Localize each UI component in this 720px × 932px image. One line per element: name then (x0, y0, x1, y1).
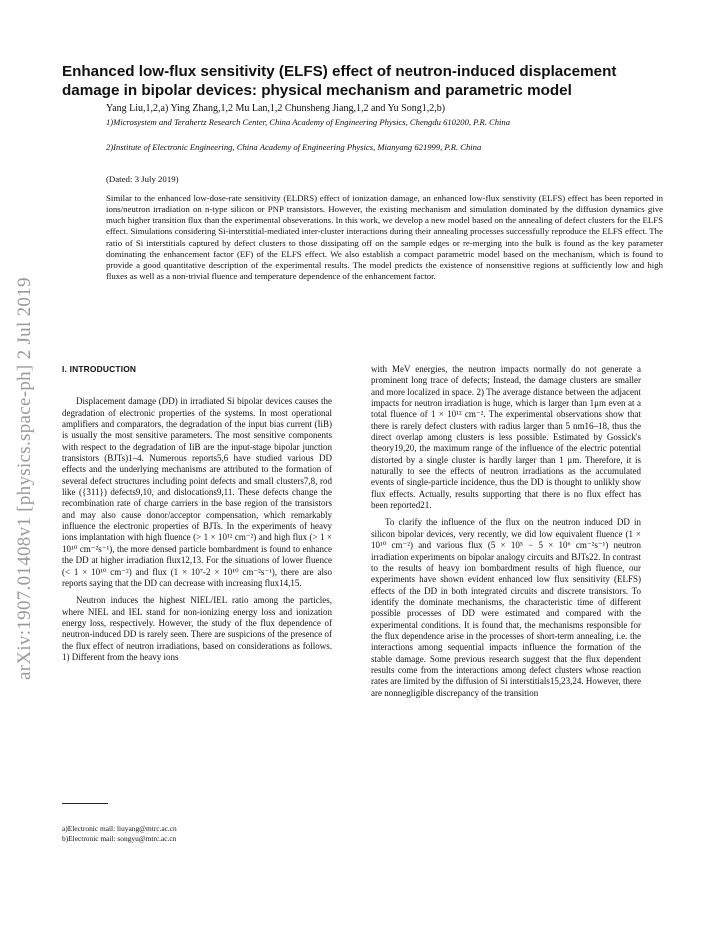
paragraph: with MeV energies, the neutron impacts normally do not generate a prominent long trace of defects; Instead, the damage clusters are smaller and more localized in space. 2) The average distance between the adjacent impacts for neutron irradiation is huge, which is larger than 1μm even at a total fluence of 1 × 10¹² cm⁻². The experimental observations show that there is rarely defect clusters with radius larger than 5 nm16–18, thus the direct overlap among clusters is less possible. Estimated by Gossick's theory19,20, the maximum range of the influence of the electric potential distorted by a single cluster is hardly larger than 1 μm. Therefore, it is naturally to see the effects of neutron irradiations as the accumulated events of single-particle incidence, thus the DD is thought to unlikly show flux effects. Actually, results supporting that there is no flux effect has been reported21. (371, 364, 641, 511)
left-column (62, 364, 332, 663)
footnotes (62, 824, 177, 844)
affiliation-2: 2)Institute of Electronic Engineering, China Academy of Engineering Physics, Mianyang 621999, P.R. China (106, 142, 482, 152)
paragraph: To clarify the influence of the flux on the neutron induced DD in silicon bipolar devices, very recently, we did low equivalent fluence (1 × 10¹⁰ cm⁻²) and various flux (5 × 10⁵ − 5 × 10⁶ cm⁻²s⁻¹) neutron irradiation experiments on bipolar analogy circuits and BJTs22. In contrast to the results of heavy ion bombardment results of high fluence, our experiments have shown evident enhanced low flux sensitivity (ELFS) effects of the DD in both integrated circuits and discrete transistors. To identify the dominate mechanisms, the characteristic time of different possible processes of DD were estimated and compared with the experimental conditions. It is found that, the mechanisms responsible for the flux dependence arise in the processes of short-term annealing, i.e. the interactions among sequential impacts influence the formation of the stable damage. Some previous research suggest that the flux dependent results come from the interactions among defect clusters whose reaction rates are limited by the diffusion of Si interstitials15,23,24. However, there are nonnegligible discrepancy of the transition (371, 517, 641, 698)
affiliation-1: 1)Microsystem and Terahertz Research Center, China Academy of Engineering Physics, Chengdu 610200, P.R. China (106, 117, 511, 127)
paper-title: Enhanced low-flux sensitivity (ELFS) effect of neutron-induced displacement damage in bipolar devices: physical mechanism and parametric model (62, 63, 617, 99)
right-column (371, 364, 641, 699)
paragraph: Neutron induces the highest NIEL/IEL ratio among the particles, where NIEL and IEL stand for non-ionizing energy loss and ionization energy loss, respectively. However, the study of the flux dependence of neutron-induced DD is rarely seen. There are suspicions of the presence of the flux effect of neutron irradiations, based on considerations as follows. 1) Different from the heavy ions (62, 595, 332, 662)
section-heading: I. INTRODUCTION (62, 364, 137, 374)
date-line: (Dated: 3 July 2019) (106, 174, 179, 184)
footnote-email-a[interactable]: a)Electronic mail: liuyang@mtrc.ac.cn (62, 824, 177, 833)
arxiv-identifier: arXiv:1907.01408v1 [physics.space-ph] 2 Jul 2019 (14, 277, 35, 680)
footnote-email-b[interactable]: b)Electronic mail: songyu@mtrc.ac.cn (62, 834, 177, 843)
paragraph: Displacement damage (DD) in irradiated Si bipolar devices causes the degradation of electronic properties of the systems. In most operational amplifiers and comparators, the degradation of the input bias current (IiB) is usually the most sensitive parameters. The most sensitive components with respect to the degradation of IiB are the input-stage bipolar junction transistors (BJTs)1–4. Numerous reports5,6 have studied various DD effects and the underlying mechanisms are attributed to the formation of several defect structures including point defects and small clusters7,8, rod like ({311}) defects9,10, and dislocations9,11. These defects change the recombination rate of charge carriers in the base region of the transistors and may also cause donor/acceptor compensation, which remarkably influence the electronic properties of BJTs. In the experiments of heavy ions implantation with high fluence (> 1 × 10¹² cm⁻²) and high flux (> 1 × 10¹⁰ cm⁻²s⁻¹), the more densed particle bombardment is found to enhance the DD at higher irradiation flux12,13. For the situations of lower fluence (< 1 × 10¹⁰ cm⁻²) and flux (1 × 10⁷-2 × 10¹⁰ cm⁻²s⁻¹), there are also reports saying that the DD can decrease with increasing flux14,15. (62, 396, 332, 588)
footnote-divider (62, 803, 108, 804)
author-list: Yang Liu,1,2,a) Ying Zhang,1,2 Mu Lan,1,2 Chunsheng Jiang,1,2 and Yu Song1,2,b) (106, 103, 446, 114)
abstract: Similar to the enhanced low-dose-rate sensitivity (ELDRS) effect of ionization damage, an enhanced low-flux senstivity (ELFS) effect has been reported in ions/neutron irradiation on n-type silicon or PNP transistors. However, the existing mechanism and simulation dominated by the diffusion dynamics give much higher transition flux than the experimental obseverations. In this work, we develop a new model based on the annealing of defect clusters for the ELFS effect. Simulations considering Si-interstitial-mediated inter-cluster interactions during their annealing processes successfully reproduce the ELFS effect. The ratio of Si interstitials captured by defect clusters to those dissipating off on the sample edges or re-merging into the bulk is found as the key parameter dominating the enhancement factor (EF) of the ELFS effect. We also establish a compact parametric model based on the mechanism, which is found to provide a good quantitative description of the experimental results. The model predicts the existence of nonsensitive regions at sufficiently low and high fluxes as well as a non-trivial fluence and temperature dependence of the enhancement factor. (106, 193, 663, 282)
